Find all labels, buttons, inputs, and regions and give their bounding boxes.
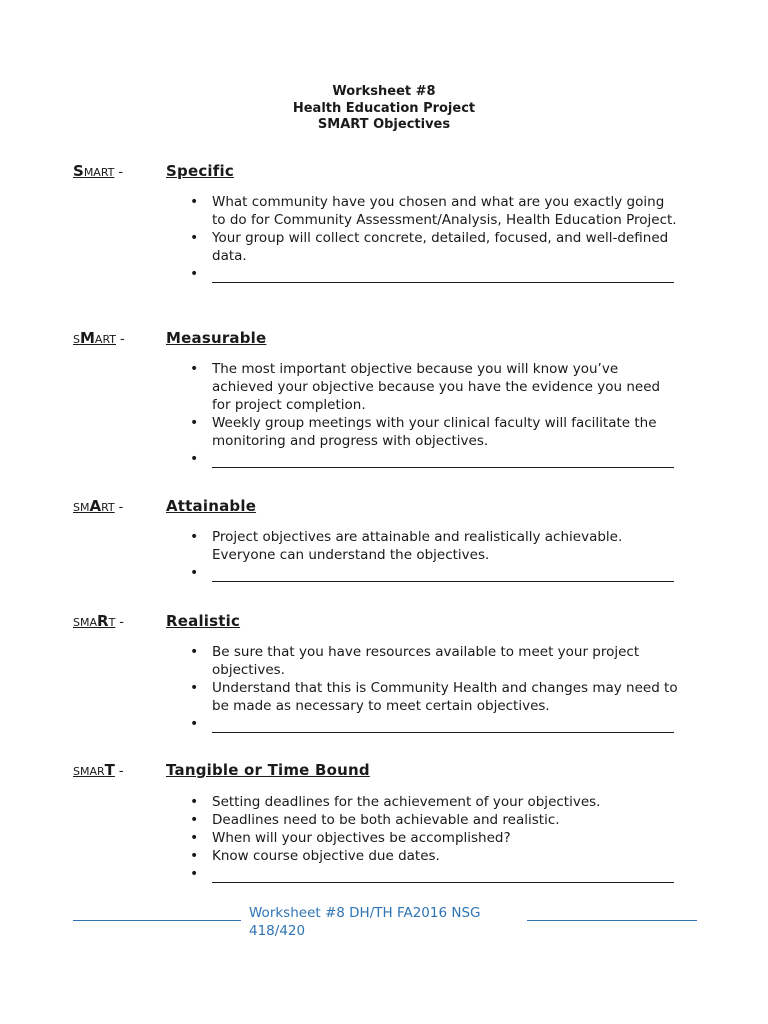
fill-in-blank-line[interactable]	[212, 269, 674, 283]
smart-letter-rest: SMAR	[73, 765, 105, 778]
list-item: • Know course objective due dates.	[190, 847, 680, 865]
smart-letter-rest: SMA	[73, 616, 97, 629]
list-item: • Weekly group meetings with your clinical faculty will facilitate the monitoring and progress with objectives.	[190, 414, 680, 450]
section-title: Tangible or Time Bound	[166, 761, 370, 779]
bullet-list	[190, 528, 680, 582]
fill-in-blank-line[interactable]	[212, 719, 674, 733]
bullet-list	[190, 360, 680, 468]
section-heading	[73, 761, 713, 781]
smart-letter-highlight: R	[97, 612, 109, 630]
page-footer	[73, 904, 697, 944]
smart-acronym	[73, 329, 125, 347]
smart-letter-rest: RT	[101, 501, 115, 514]
smart-letter-rest: S	[73, 333, 80, 346]
smart-acronym	[73, 497, 123, 515]
section-heading	[73, 162, 713, 182]
bullet-list	[190, 793, 680, 883]
smart-letter-rest: MART	[83, 166, 115, 179]
smart-letter-highlight: A	[89, 497, 102, 515]
footer-right-rule	[527, 920, 697, 921]
smart-dash: -	[118, 165, 124, 180]
list-item: • When will your objectives be accomplished?	[190, 829, 680, 847]
fill-in-blank-line[interactable]	[212, 568, 674, 582]
bullet-list	[190, 643, 680, 733]
list-item: • The most important objective because you will know you’ve achieved your objective because you have the evidence you need for project completion.	[190, 360, 680, 414]
smart-letter-rest: ART	[94, 333, 117, 346]
section-title: Measurable	[166, 329, 267, 347]
smart-letter-highlight: M	[79, 329, 95, 347]
smart-dash: -	[120, 332, 125, 347]
list-item: • Project objectives are attainable and realistically achievable. Everyone can understand the objectives.	[190, 528, 680, 564]
footer-text: Worksheet #8 DH/TH FA2016 NSG 418/420	[249, 905, 481, 939]
section-measurable	[73, 329, 713, 449]
smart-acronym	[73, 162, 123, 180]
list-item: • Setting deadlines for the achievement of your objectives.	[190, 793, 680, 811]
section-title: Realistic	[166, 612, 241, 630]
blank-list-item	[190, 450, 680, 468]
header-project-title: Health Education Project	[292, 100, 476, 116]
section-realistic	[73, 612, 713, 714]
section-title: Attainable	[166, 497, 257, 515]
header-worksheet-number: Worksheet #8	[332, 84, 436, 99]
header-subtitle: SMART Objectives	[317, 117, 451, 132]
section-heading	[73, 329, 713, 349]
fill-in-blank-line[interactable]	[212, 869, 674, 883]
document-header	[0, 84, 768, 134]
section-specific	[73, 162, 713, 264]
blank-list-item	[190, 865, 680, 883]
smart-letter-rest: SM	[73, 501, 90, 514]
section-heading	[73, 612, 713, 632]
smart-acronym	[73, 761, 124, 779]
section-heading	[73, 497, 713, 517]
list-item: • Your group will collect concrete, detailed, focused, and well-defined data.	[190, 229, 680, 265]
list-item: • Be sure that you have resources available to meet your project objectives.	[190, 643, 680, 679]
list-item: • What community have you chosen and what are you exactly going to do for Community Assessment/Analysis, Health Education Project.	[190, 193, 680, 229]
smart-letter-highlight: S	[73, 162, 84, 180]
footer-left-rule	[73, 920, 241, 921]
smart-dash: -	[118, 764, 124, 779]
section-title: Specific	[166, 162, 234, 180]
blank-list-item	[190, 715, 680, 733]
fill-in-blank-line[interactable]	[212, 454, 674, 468]
smart-dash: -	[119, 615, 124, 630]
smart-letter-highlight: T	[104, 761, 115, 779]
section-attainable	[73, 497, 713, 563]
smart-letter-rest: T	[108, 616, 116, 629]
blank-list-item	[190, 564, 680, 582]
smart-acronym	[73, 612, 124, 630]
list-item: • Deadlines need to be both achievable and realistic.	[190, 811, 680, 829]
smart-dash: -	[118, 500, 124, 515]
list-item: • Understand that this is Community Health and changes may need to be made as necessary to meet certain objectives.	[190, 679, 680, 715]
bullet-list	[190, 193, 680, 283]
blank-list-item	[190, 265, 680, 283]
section-time-bound	[73, 761, 713, 864]
